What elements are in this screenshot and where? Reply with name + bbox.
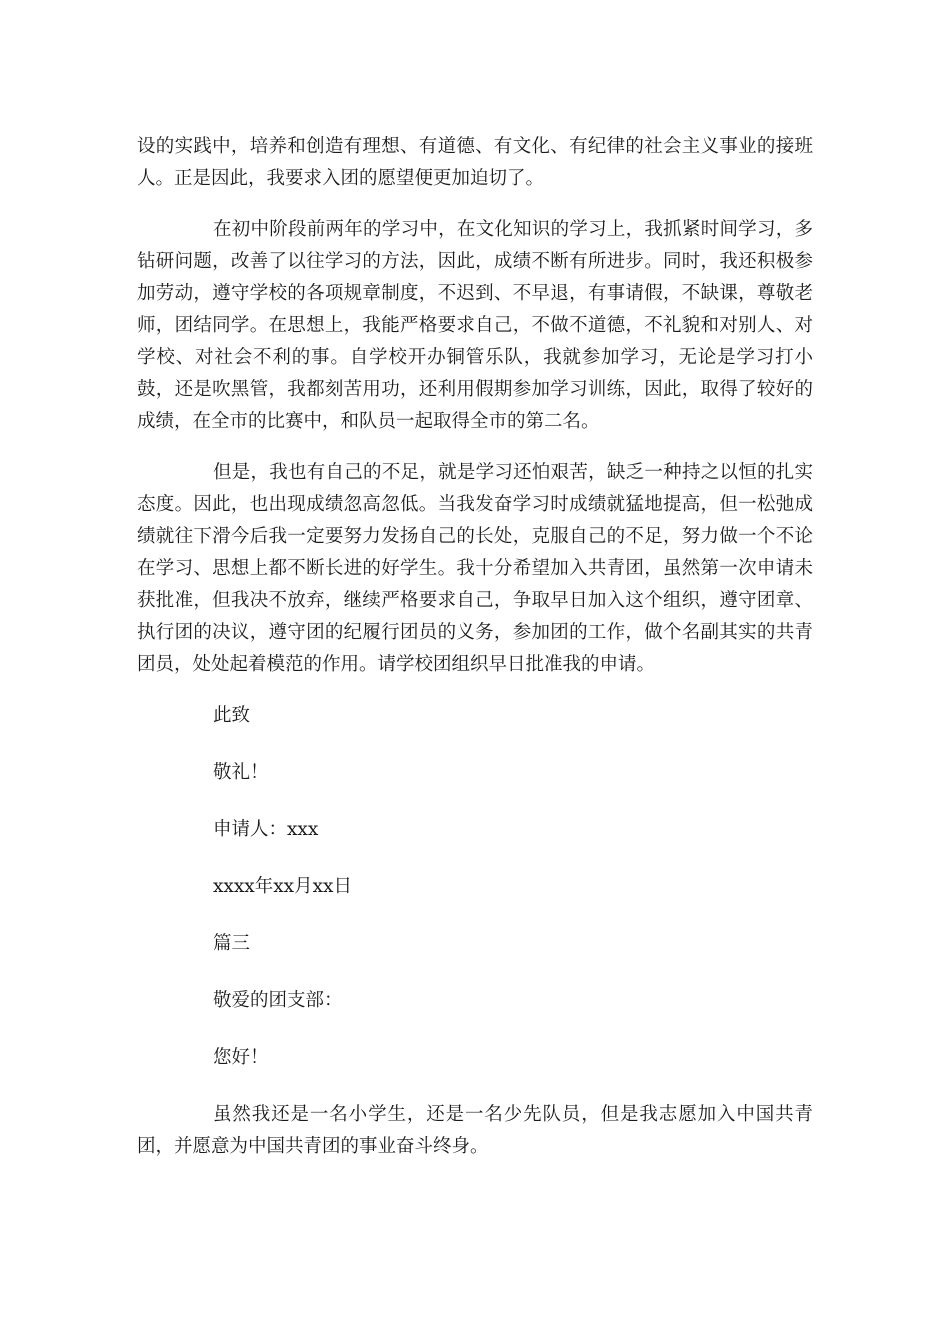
closing-jingli: 敬礼！: [213, 762, 269, 783]
paragraph-final: 虽然我还是一名小学生，还是一名少先队员，但是我志愿加入中国共青团，并愿意为中国共青团的事业奋斗终身。: [137, 1104, 813, 1157]
paragraph-shortcomings: 但是，我也有自己的不足，就是学习还怕艰苦，缺乏一种持之以恒的扎实态度。因此，也出现成绩忽高忽低。当我发奋学习时成绩就猛地提高，但一松弛成绩就往下滑今后我一定要努力发扬自己的长处，克服自己的不足，努力做一个不论在学习、思想上都不断长进的好学生。我十分希望加入共青团，虽然第一次申请未获批准，但我决不放弃，继续严格要求自己，争取早日加入这个组织，遵守团章、执行团的决议，遵守团的纪履行团员的义务，参加团的工作，做个名副其实的共青团员，处处起着模范的作用。请学校团组织早日批准我的申请。: [137, 462, 813, 675]
greeting: 您好！: [213, 1047, 269, 1068]
applicant-line: 申请人：xxx: [213, 819, 319, 840]
closing-cizhi: 此致: [213, 705, 251, 726]
salutation: 敬爱的团支部：: [213, 990, 343, 1011]
date-line: xxxx年xx月xx日: [213, 876, 352, 897]
paragraph-continuation: 设的实践中，培养和创造有理想、有道德、有文化、有纪律的社会主义事业的接班人。正是因此，我要求入团的愿望便更加迫切了。: [137, 136, 813, 189]
section-heading: 篇三: [213, 933, 251, 954]
document-page: [137, 131, 813, 1182]
paragraph-study: 在初中阶段前两年的学习中，在文化知识的学习上，我抓紧时间学习，多钻研问题，改善了以往学习的方法，因此，成绩不断有所进步。同时，我还积极参加劳动，遵守学校的各项规章制度，不迟到、不早退，有事请假，不缺课，尊敬老师，团结同学。在思想上，我能严格要求自己，不做不道德，不礼貌和对别人、对学校、对社会不利的事。自学校开办铜管乐队，我就参加学习，无论是学习打小鼓，还是吹黑管，我都刻苦用功，还利用假期参加学习训练，因此，取得了较好的成绩，在全市的比赛中，和队员一起取得全市的第二名。: [137, 219, 813, 432]
